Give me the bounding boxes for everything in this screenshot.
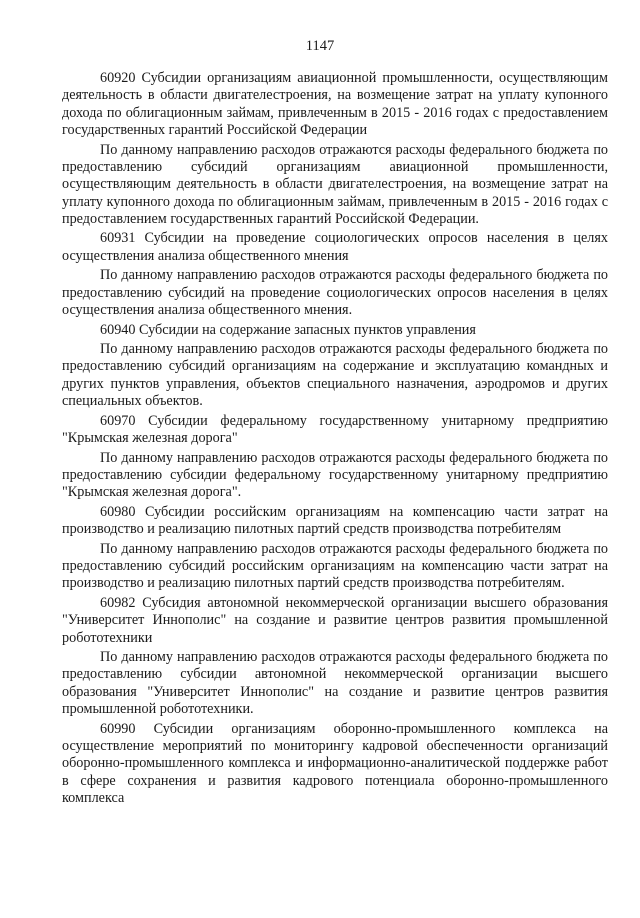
paragraph-60982-heading: 60982 Субсидия автономной некоммерческой организации высшего образования "Университет Иннополис" на создание и развитие центров развития промышленной робототехники (62, 594, 608, 646)
paragraph-60940-description: По данному направлению расходов отражаются расходы федерального бюджета по предоставлению субсидий организациям на содержание и эксплуатацию командных и других пунктов управления, объектов специального назначения, аэродромов и других специальных объектов. (62, 341, 608, 410)
paragraph-60920-description: По данному направлению расходов отражаются расходы федерального бюджета по предоставлению субсидий организациям авиационной промышленности, осуществляющим деятельность в области двигателестроения, на возмещение затрат на уплату купонного дохода по облигационным займам, привлеченным в 2015 - 2016 годах с предоставлением государственных гарантий Российской Федерации. (62, 141, 608, 227)
paragraph-60970-description: По данному направлению расходов отражаются расходы федерального бюджета по предоставлению субсидии федеральному государственному унитарному предприятию "Крымская железная дорога". (62, 449, 608, 501)
paragraph-60970-heading: 60970 Субсидии федеральному государственному унитарному предприятию "Крымская железная дорога" (62, 412, 608, 446)
paragraph-60940-heading: 60940 Субсидии на содержание запасных пунктов управления (100, 321, 476, 338)
paragraph-60920-heading: 60920 Субсидии организациям авиационной промышленности, осуществляющим деятельность в области двигателестроения, на возмещение затрат на уплату купонного дохода по облигационным займам, привлеченным в 2015 - 2016 годах с предоставлением государственных гарантий Российской Федерации (62, 70, 608, 139)
paragraph-60990-heading: 60990 Субсидии организациям оборонно-промышленного комплекса на осуществление мероприятий по мониторингу кадровой обеспеченности организаций оборонно-промышленного комплекса и информационно-аналитической поддержке работ в сфере сохранения и развития кадрового потенциала оборонно-промышленного комплекса (62, 720, 608, 806)
paragraph-60931-description: По данному направлению расходов отражаются расходы федерального бюджета по предоставлению субсидий на проведение социологических опросов населения в целях осуществления анализа общественного мнения. (62, 267, 608, 319)
paragraph-60980-description: По данному направлению расходов отражаются расходы федерального бюджета по предоставлению субсидий российским организациям на компенсацию части затрат на производство и реализацию пилотных партий средств производства потребителям. (62, 540, 608, 592)
document-body (62, 70, 608, 810)
paragraph-60980-heading: 60980 Субсидии российским организациям на компенсацию части затрат на производство и реализацию пилотных партий средств производства потребителям (62, 503, 608, 538)
paragraph-60982-description: По данному направлению расходов отражаются расходы федерального бюджета по предоставлению субсидии автономной некоммерческой организации высшего образования "Университет Иннополис" на создание и развитие центров развития промышленной робототехники. (62, 649, 608, 718)
paragraph-60931-heading: 60931 Субсидии на проведение социологических опросов населения в целях осуществления анализа общественного мнения (62, 230, 608, 264)
page-number: 1147 (305, 38, 335, 54)
